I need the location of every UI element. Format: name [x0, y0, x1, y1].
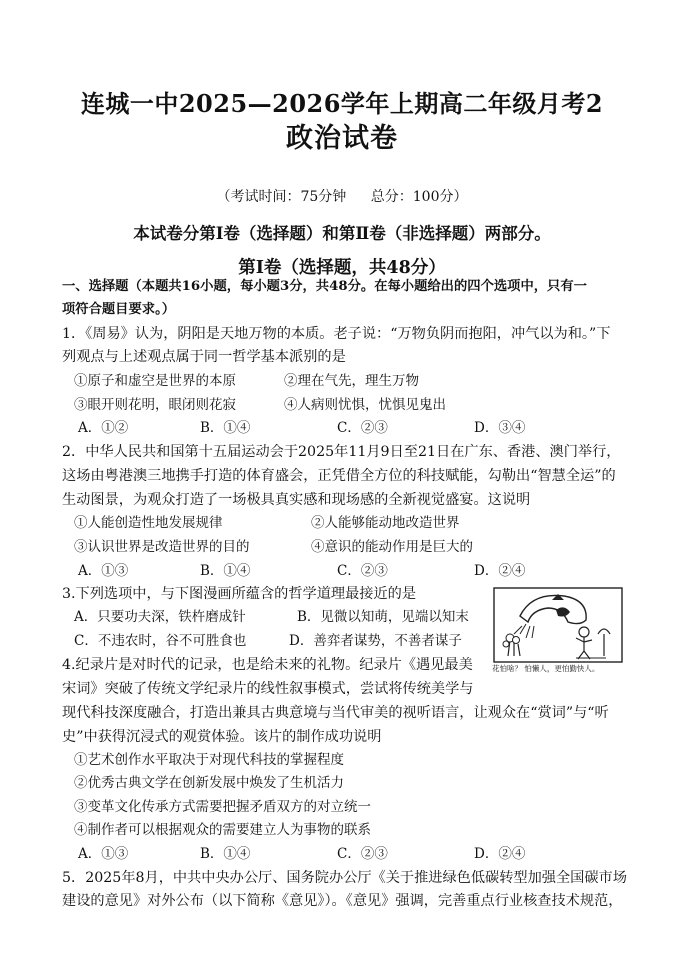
q2-stem-line-2: 这场由粤港澳三地携手打造的体育盛会，正凭借全方位的科技赋能，勾勒出“智慧全运”的 — [62, 468, 616, 484]
q2-option-d: D．②④ — [474, 563, 526, 579]
q4-statement-2: ②优秀古典文学在创新发展中焕发了生机活力 — [74, 775, 344, 791]
q4-option-c: C．②③ — [337, 846, 388, 862]
q2-option-a: A．①③ — [78, 563, 129, 579]
q1-statement-4: ④人病则忧惧，忧惧见鬼出 — [284, 397, 446, 413]
cartoon-caption: 花怕啥？ 怕懒人，更怕勤快人。 — [492, 664, 600, 673]
q2-statement-4: ④意识的能动作用是巨大的 — [311, 539, 473, 555]
q3-option-d: D．善弈者谋势，不善者谋子 — [289, 633, 462, 649]
q2-statement-2: ②人能够能动地改造世界 — [311, 515, 460, 531]
q4-stem-line-3: 现代科技深度融合，打造出兼具古典意境与当代审美的视听语言，让观众在“赏词”与“听 — [62, 705, 609, 721]
q5-stem-line-1: 5．2025年8月，中共中央办公厅、国务院办公厅《关于推进绿色低碳转型加强全国碳市场 — [62, 870, 627, 886]
q1-statement-2: ②理在气先，理生万物 — [284, 373, 419, 389]
q1-statement-1: ①原子和虚空是世界的本原 — [74, 373, 236, 389]
q4-stem-line-1: 4.纪录片是对时代的记录，也是给未来的礼物。纪录片《遇见最美 — [62, 657, 473, 673]
instructions-line-2: 项符合题目要求。） — [62, 302, 176, 317]
q3-option-a: A．只要功夫深，铁杵磨成针 — [74, 609, 246, 625]
section-heading: 第Ⅰ卷（选择题，共48分） — [238, 258, 446, 278]
q4-statement-4: ④制作者可以根据观众的需要建立人为事物的联系 — [74, 822, 371, 838]
q2-option-c: C．②③ — [337, 563, 388, 579]
q3-option-c: C．不违农时，谷不可胜食也 — [74, 633, 247, 649]
q1-stem-line-1: 1．《周易》认为，阴阳是天地万物的本质。老子说：“万物负阴而抱阳，冲气以为和。”下 — [62, 326, 611, 342]
q1-option-c: C．②③ — [337, 420, 388, 436]
exam-score: 总分：100分） — [370, 189, 468, 205]
q2-option-b: B．①④ — [200, 563, 251, 579]
q4-stem-line-4: 史”中获得沉浸式的观赏体验。该片的制作成功说明 — [62, 729, 382, 745]
q2-statement-3: ③认识世界是改造世界的目的 — [74, 539, 250, 555]
q4-statement-3: ③变革文化传承方式需要把握矛盾双方的对立统一 — [74, 799, 371, 815]
q4-option-a: A．①③ — [78, 846, 129, 862]
q1-option-b: B．①④ — [200, 420, 251, 436]
q2-stem-line-3: 生动图景，为观众打造了一场极具真实感和现场感的全新视觉盛宴。这说明 — [62, 492, 531, 508]
q2-stem-line-1: 2．中华人民共和国第十五届运动会于2025年11月9日至21日在广东、香港、澳门举行， — [62, 444, 621, 460]
q3-option-b: B．见微以知萌，见端以知末 — [297, 609, 469, 625]
q1-option-d: D．③④ — [474, 420, 526, 436]
q4-option-d: D．②④ — [474, 846, 526, 862]
q1-stem-line-2: 列观点与上述观点属于同一哲学基本派别的是 — [62, 349, 346, 365]
q3-stem: 3.下列选项中，与下图漫画所蕴含的哲学道理最接近的是 — [62, 586, 417, 602]
q4-statement-1: ①艺术创作水平取决于对现代科技的掌握程度 — [74, 752, 344, 768]
q1-option-a: A．①② — [78, 420, 129, 436]
q5-stem-line-2: 建设的意见》对外公布（以下简称《意见》）。《意见》强调，完善重点行业核查技术规范， — [62, 893, 623, 909]
q4-option-b: B．①④ — [200, 846, 251, 862]
subject-title: 政治试卷 — [286, 123, 398, 154]
q2-statement-1: ①人能创造性地发展规律 — [74, 515, 223, 531]
exam-info — [0, 186, 684, 206]
exam-intro: 本试卷分第Ⅰ卷（选择题）和第Ⅱ卷（非选择题）两部分。 — [133, 224, 551, 243]
exam-time: （考试时间：75分钟 — [216, 189, 347, 205]
exam-title: 连城一中2025—2026学年上期高二年级月考2 — [80, 89, 604, 118]
q4-stem-line-2: 宋词》突破了传统文学纪录片的线性叙事模式，尝试将传统美学与 — [62, 681, 474, 697]
q1-statement-3: ③眼开则花明，眼闭则花寂 — [74, 397, 236, 413]
instructions-line-1: 一、选择题（本题共16小题，每小题3分，共48分。在每小题给出的四个选项中，只有一 — [62, 279, 587, 294]
